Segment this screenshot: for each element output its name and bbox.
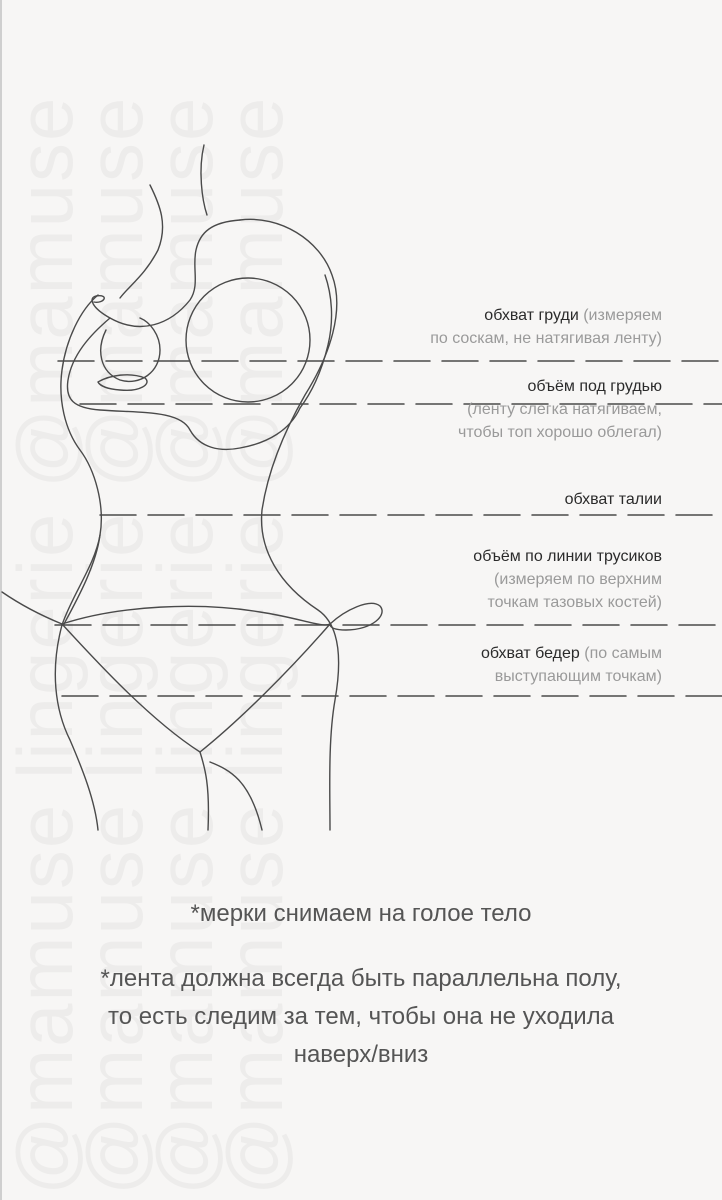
footnote-line: *лента должна всегда быть параллельна полу, [100,965,622,992]
inner-thigh-line [210,762,262,830]
hips-note-2: выступающим точкам) [494,668,662,685]
watermark-text: @mamuse lingerie @mamuse [71,95,159,1195]
head-hair-line [120,185,163,298]
footnote-line: то есть следим за тем, чтобы она не уходила [107,1003,614,1030]
footnote-line: наверх/вниз [293,1041,429,1068]
underbust-title: объём под грудью [527,378,662,395]
footnote-line: *мерки снимаем на голое тело [190,900,532,927]
panty-line-title: объём по линии трусиков [473,548,662,565]
underbust-label [458,375,662,444]
panty-string-right-bow [330,603,382,630]
watermark-text: @mamuse lingerie @mamuse [1,95,89,1195]
bust-note-2: по соскам, не натягивая ленту) [430,330,662,347]
footnote-bare-body [0,895,722,933]
hips-label [481,642,662,688]
right-breast-line [101,318,160,381]
arm-line [92,220,240,326]
waist-left-curve [64,535,100,624]
arm-inner-curve [300,275,332,408]
panty-line-note-2: точкам тазовых костей) [487,594,662,611]
bust-label [430,304,662,350]
watermark-text: @mamuse lingerie @mamuse [141,95,229,1195]
panty-outline [62,606,330,752]
waist-label [565,488,662,511]
torso-left-outline [55,295,101,830]
bust-note-1: (измеряем [583,307,662,324]
waist-title: обхват талии [564,491,662,508]
hips-title: обхват бедер [480,645,580,662]
left-leg-line [200,752,208,830]
panty-string-left [2,592,62,624]
panty-line-label [473,545,662,614]
underbust-note-1: (ленту слегка натягиваем, [467,401,662,418]
panty-line-note-1: (измеряем по верхним [494,571,662,588]
underbust-note-2: чтобы топ хорошо облегал) [458,424,662,441]
hips-note-1: (по самым [584,645,662,662]
left-breast-circle [186,278,310,402]
torso-right-outline [240,219,339,830]
bust-title: обхват груди [484,307,579,324]
footnote-tape-parallel [0,960,722,1074]
underarm-loop [98,375,147,391]
neck-line [201,145,207,215]
watermark-text: @mamuse lingerie @mamuse [211,95,299,1195]
